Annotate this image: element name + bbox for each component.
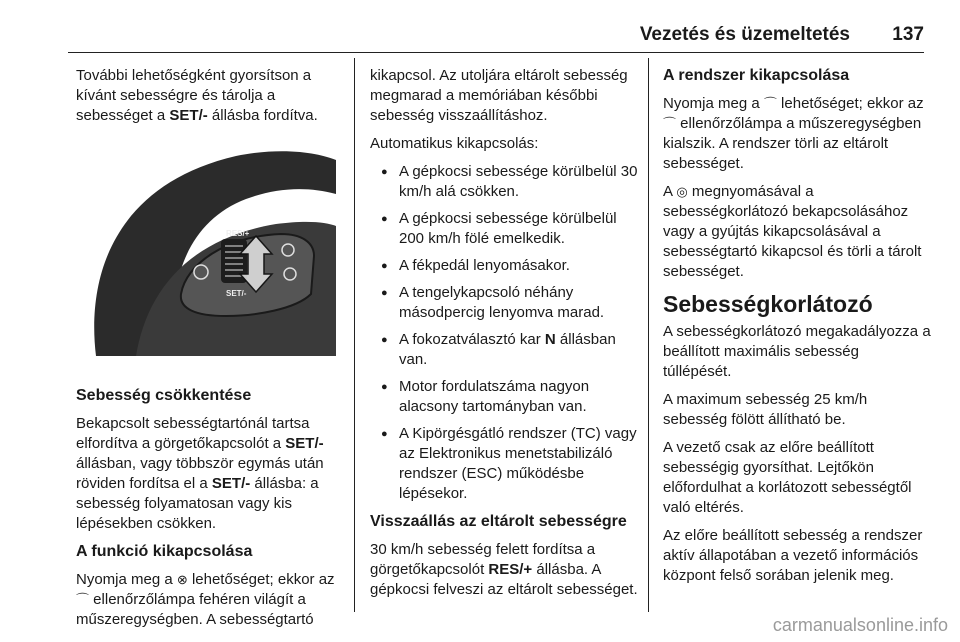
cruise-control-icon: ⌒ [763, 96, 777, 111]
speed-limiter-icon: ◎ [676, 184, 688, 199]
heading-speed-limiter: Sebességkorlátozó [663, 291, 873, 317]
heading-system-off: A rendszer kikapcsolása [663, 67, 850, 84]
list-item: ● A gépkocsi sebessége körülbelül 200 km/h fölé emelkedik. [370, 209, 640, 249]
column-divider [354, 58, 355, 612]
section-title: Vezetés és üzemeltetés [639, 24, 850, 45]
column-2 [370, 66, 640, 608]
slow-paragraph: Bekapcsolt sebességtartónál tartsa elfordítva a görgetőkapcsolót a SET/- állásban, vagy többször egymás után röviden fordítsa el a SET/- állásba: a sebesség folyamatosan vagy kis lépésekben csökken. [76, 415, 324, 532]
cancel-cruise-icon: ⊗ [176, 572, 188, 587]
list-item: ● A Kipörgésgátló rendszer (TC) vagy az Elektronikus menetstabilizáló rendszer (ESC) működésbe lépésekor. [370, 424, 640, 504]
cruise-control-icon: ⌒ [663, 116, 677, 131]
column-3 [663, 66, 931, 594]
limiter-press-paragraph: A ◎ megnyomásával a sebességkorlátozó bekapcsolásához vagy a gyújtás kikapcsolásával a sebességtartó kikapcsol és törli a tárolt sebességet. [663, 183, 922, 280]
list-item: ● A fékpedál lenyomásakor. [370, 256, 640, 276]
auto-off-list [370, 162, 640, 504]
auto-off-label: Automatikus kikapcsolás: [370, 135, 539, 152]
intro-paragraph: További lehetőségként gyorsítson a kívánt sebességre és tárolja a sebességet a SET/- állásba fordítva. [76, 67, 318, 124]
res-label: RES/+ [226, 229, 250, 238]
heading-restore: Visszaállás az eltárolt sebességre [370, 513, 627, 530]
restore-paragraph: 30 km/h sebesség felett fordítsa a görgetőkapcsolót RES/+ állásba. A gépkocsi felveszi az eltárolt sebességet. [370, 541, 638, 598]
column-1 [76, 66, 346, 638]
steering-wheel-figure [76, 144, 336, 356]
heading-slow-down: Sebesség csökkentése [76, 387, 252, 404]
continuation-paragraph: kikapcsol. Az utoljára eltárolt sebesség megmarad a memóriában későbbi sebesség visszaállításhoz. [370, 67, 628, 124]
limiter-paragraph-3: A vezető csak az előre beállított sebességig gyorsíthat. Lejtőkön előfordulhat a korlátozott sebességtől való eltérés. [663, 439, 912, 516]
heading-function-off: A funkció kikapcsolása [76, 543, 253, 560]
watermark: carmanualsonline.info [772, 615, 948, 635]
page-header [0, 0, 960, 54]
list-item: ● Motor fordulatszáma nagyon alacsony tartományban van. [370, 377, 640, 417]
header-rule [68, 52, 924, 53]
limiter-paragraph-4: Az előre beállított sebesség a rendszer aktív állapotában a vezető információs központ felső sorában jelenik meg. [663, 527, 923, 584]
list-item: ● A gépkocsi sebessége körülbelül 30 km/h alá csökken. [370, 162, 640, 202]
list-item: ● A fokozatválasztó kar N állásban van. [370, 330, 640, 370]
cruise-control-icon: ⌒ [76, 592, 90, 607]
page-number: 137 [892, 24, 924, 45]
list-item: ● A tengelykapcsoló néhány másodpercig lenyomva marad. [370, 283, 640, 323]
limiter-paragraph-1: A sebességkorlátozó megakadályozza a beállított maximális sebesség túllépését. [663, 323, 931, 380]
limiter-paragraph-2: A maximum sebesség 25 km/h sebesség fölött állítható be. [663, 391, 868, 428]
system-off-paragraph: Nyomja meg a ⌒ lehetőséget; ekkor az ⌒ ellenőrzőlámpa a műszeregységben kialszik. A rendszer törli az eltárolt sebességet. [663, 95, 924, 172]
column-divider [648, 58, 649, 612]
off-paragraph: Nyomja meg a ⊗ lehetőséget; ekkor az ⌒ ellenőrzőlámpa fehéren világít a műszeregységben. A sebességtartó [76, 571, 335, 628]
set-label: SET/- [226, 289, 247, 298]
